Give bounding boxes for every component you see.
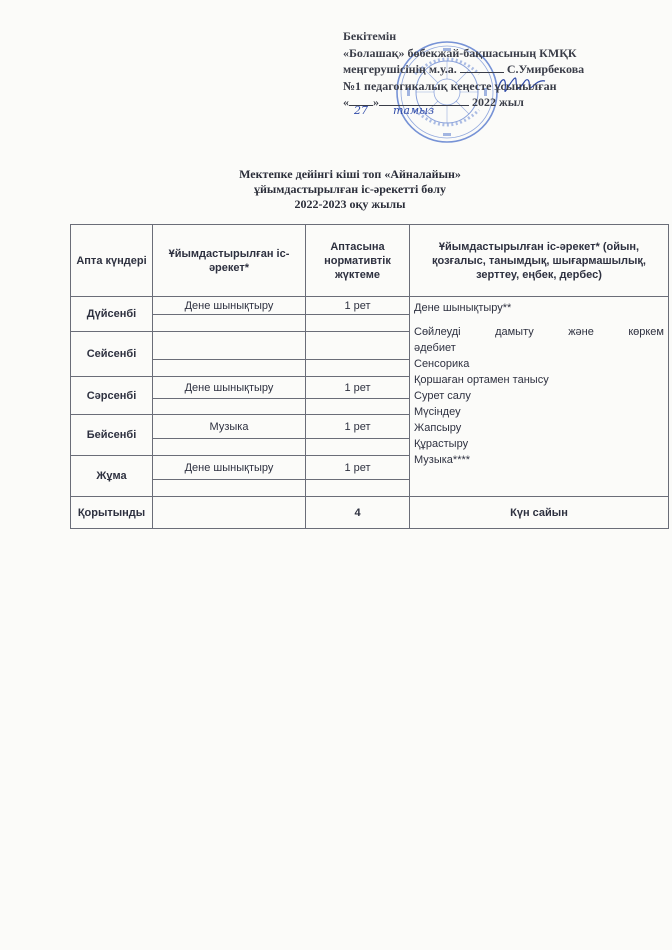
total-row	[71, 497, 669, 529]
load-cell: 1 рет	[306, 415, 410, 439]
list-item: әдебиет	[414, 342, 456, 354]
header-weekly-load: Аптасына нормативтік жүктеме	[306, 225, 410, 297]
total-empty-cell	[153, 497, 306, 529]
list-item: Дене шынықтыру**	[414, 302, 512, 314]
total-load: 4	[306, 497, 410, 529]
approval-organization: «Болашақ» бөбекжай-бақшасының КМҚК	[343, 45, 577, 60]
activity-cell: Дене шынықтыру	[153, 297, 306, 315]
schedule-table	[70, 224, 669, 529]
load-cell: 1 рет	[306, 377, 410, 399]
load-cell	[306, 332, 410, 360]
document-title	[0, 167, 672, 212]
approval-block	[343, 28, 643, 117]
day-cell: Дүйсенбі	[71, 297, 153, 332]
day-cell: Сәрсенбі	[71, 377, 153, 415]
list-item: Сурет салу	[414, 390, 471, 402]
title-line-2: ұйымдастырылған іс-әрекетті бөлу	[253, 182, 447, 196]
approval-date-line: « 27 » тамыз 2022 жыл	[343, 94, 643, 111]
title-line-3: 2022-2023 оқу жылы	[294, 197, 406, 211]
approval-heading: Бекітемін	[343, 29, 397, 43]
list-item: Музыка****	[414, 454, 471, 466]
approval-position: меңгерушісінің м.у.а.	[343, 62, 457, 76]
total-label: Қорытынды	[71, 497, 153, 529]
list-item: Сөйлеуді дамыту және көркем	[414, 326, 664, 338]
day-cell: Сейсенбі	[71, 332, 153, 377]
load-cell: 1 рет	[306, 456, 410, 480]
total-activities: Күн сайын	[410, 497, 669, 529]
header-week-days: Апта күндері	[71, 225, 153, 297]
approval-council-line: №1 педагогикалық кеңесте ұсынылған	[343, 78, 557, 93]
approval-head-name: С.Умирбекова	[506, 62, 585, 76]
header-organized-activity: Ұйымдастырылған іс-әрекет*	[153, 225, 306, 297]
activity-cell	[153, 332, 306, 360]
approval-head-line	[343, 61, 643, 78]
activity-cell: Дене шынықтыру	[153, 456, 306, 480]
load-cell: 1 рет	[306, 297, 410, 315]
list-item: Қоршаған ортамен танысу	[414, 374, 549, 386]
table-header-row	[71, 225, 669, 297]
list-item: Жапсыру	[414, 422, 462, 434]
day-cell: Бейсенбі	[71, 415, 153, 456]
list-item: Құрастыру	[414, 438, 469, 450]
activities-list-cell	[410, 297, 669, 497]
title-line-1: Мектепке дейінгі кіші топ «Айналайын»	[239, 167, 461, 181]
handwritten-month: тамыз	[393, 104, 435, 117]
activity-cell: Дене шынықтыру	[153, 377, 306, 399]
table-row	[71, 297, 669, 315]
handwritten-day: 27	[354, 104, 368, 117]
approval-year: 2022 жыл	[472, 95, 524, 109]
header-activity-types: Ұйымдастырылған іс-әрекет* (ойын, қозғалыс, танымдық, шығармашылық, зерттеу, еңбек, дербес)	[410, 225, 669, 297]
day-cell: Жұма	[71, 456, 153, 497]
activity-cell: Музыка	[153, 415, 306, 439]
list-item: Сенсорика	[414, 358, 470, 370]
list-item: Мүсіндеу	[414, 406, 461, 418]
